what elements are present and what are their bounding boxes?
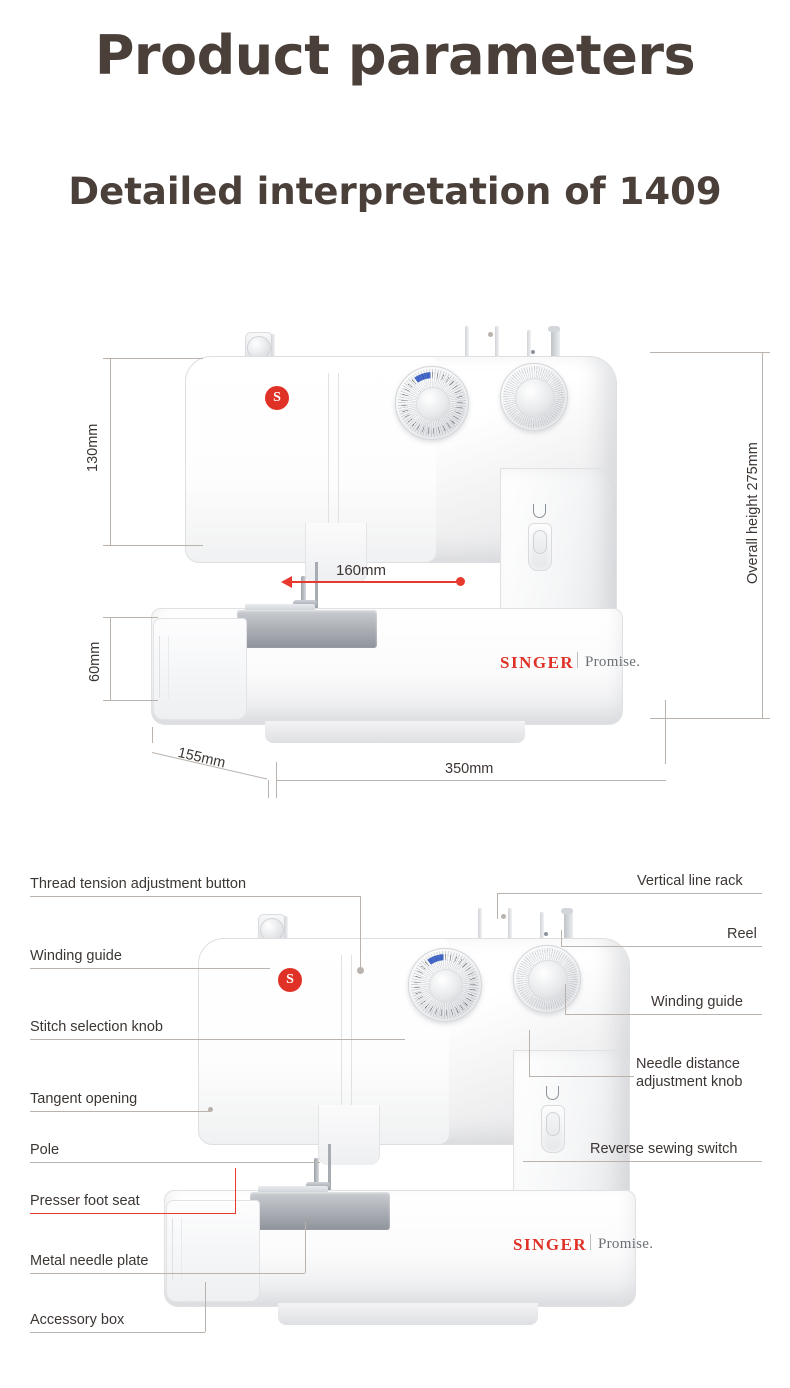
arm-seam-2 [338, 373, 339, 548]
page-title: Product parameters [94, 24, 696, 87]
callout-line-accessory-box-v [205, 1282, 206, 1332]
guide-155-tick-right [268, 780, 269, 798]
callout-diagram-machine [158, 900, 678, 1370]
arm-seam-1 [341, 955, 342, 1130]
vertical-line-rack-marker [488, 332, 493, 337]
page-subtitle: Detailed interpretation of 1409 [68, 170, 722, 213]
arm-seam-2 [351, 955, 352, 1130]
reverse-switch-slot [546, 1112, 560, 1136]
callout-needle-distance-adjustment-knob [636, 1055, 742, 1091]
stitch-selection-knob[interactable] [408, 948, 482, 1022]
callout-line-pole [30, 1162, 320, 1163]
callout-stitch-selection-knob: Stitch selection knob [30, 1019, 163, 1035]
callout-line-thread-tension-v [360, 896, 361, 970]
guide-350-line [276, 780, 666, 781]
callout-vertical-line-rack: Vertical line rack [637, 873, 743, 889]
singer-badge: S [278, 968, 302, 992]
guide-60-bar [110, 617, 111, 700]
callout-line-reel [561, 946, 762, 947]
guide-160-anchor [456, 577, 465, 586]
guide-60-bottom [103, 700, 158, 701]
dimension-155mm: 155mm [176, 744, 227, 772]
callout-thread-tension-adjustment-button: Thread tension adjustment button [30, 876, 247, 892]
guide-130-bottom [103, 545, 203, 546]
reverse-sewing-symbol-icon [546, 1086, 559, 1100]
guide-130-top [103, 358, 203, 359]
accessory-box-lip [159, 636, 169, 698]
reverse-switch-slot [533, 530, 547, 554]
callout-line-vertical-line-rack [497, 893, 762, 894]
logo-singer: SINGER [500, 653, 575, 672]
callout-needle-distance-line1: Needle distance [636, 1056, 740, 1072]
guide-overall-top [650, 352, 770, 353]
callout-line-accessory-box [30, 1332, 205, 1333]
callout-line-presser-foot-v [235, 1168, 236, 1214]
metal-needle-plate [250, 1192, 390, 1230]
presser-bar [301, 576, 306, 602]
dimension-overall-height: Overall height 275mm [745, 442, 761, 584]
knob-index-mark [544, 932, 548, 936]
logo-promise: Promise. [585, 654, 641, 670]
callout-line-vertical-line-rack-v [497, 893, 498, 919]
callout-line-needle-distance-v [529, 1030, 530, 1076]
guide-overall-bottom [650, 718, 770, 719]
callout-line-winding-guide-right-v [565, 984, 566, 1014]
spool-pin-2 [508, 908, 512, 942]
callout-metal-needle-plate: Metal needle plate [30, 1253, 149, 1269]
callout-line-winding-guide-left [30, 968, 270, 969]
callout-line-metal-needle-plate-v [305, 1222, 306, 1273]
guide-60-top [103, 617, 158, 618]
machine-base-foot [265, 721, 525, 743]
callout-reverse-sewing-switch: Reverse sewing switch [590, 1141, 738, 1157]
callout-line-stitch-selection [30, 1039, 405, 1040]
machine-base-foot [278, 1303, 538, 1325]
callout-reel: Reel [727, 926, 757, 942]
callout-line-winding-guide-right [565, 1014, 762, 1015]
guide-overall-bar [762, 352, 763, 718]
guide-160-arrow [281, 576, 292, 588]
spool-pin-2 [495, 326, 499, 360]
guide-350-right-ext [665, 700, 666, 730]
logo-divider [577, 652, 578, 668]
callout-line-thread-tension-h [30, 896, 360, 897]
callout-pole: Pole [30, 1142, 60, 1158]
guide-160-line [290, 581, 460, 583]
callout-presser-foot-seat: Presser foot seat [30, 1193, 140, 1209]
dimension-diagram-machine [145, 318, 665, 788]
callout-tangent-opening: Tangent opening [30, 1091, 138, 1107]
arm-seam-1 [328, 373, 329, 548]
spool-pin-1 [478, 908, 482, 942]
callout-line-presser-foot-h [30, 1213, 235, 1214]
knob-index-mark [531, 350, 535, 354]
spool-pin-1 [465, 326, 469, 360]
needle-distance-adjustment-knob[interactable] [513, 945, 581, 1013]
reel-cap [561, 908, 573, 914]
knob-hub [429, 969, 463, 1003]
dimension-130mm: 130mm [85, 423, 101, 473]
knob-hub [416, 387, 450, 421]
reel-cap [548, 326, 560, 332]
callout-line-reel-v [561, 930, 562, 946]
callout-anchor-tangent-opening [208, 1107, 213, 1112]
dimension-160mm: 160mm [336, 562, 387, 579]
callout-line-reverse-sewing-switch [523, 1161, 762, 1162]
knob-hub [528, 960, 568, 1000]
vertical-line-rack-marker [501, 914, 506, 919]
knob-hub [515, 378, 555, 418]
guide-155-tick-left [152, 727, 153, 743]
callout-needle-distance-line2: adjustment knob [636, 1074, 743, 1091]
callout-accessory-box: Accessory box [30, 1312, 125, 1328]
logo-divider [590, 1234, 591, 1250]
metal-needle-plate [237, 610, 377, 648]
stitch-selection-knob[interactable] [395, 366, 469, 440]
callout-anchor-thread-tension [357, 967, 364, 974]
singer-badge: S [265, 386, 289, 410]
accessory-box-lip [172, 1218, 182, 1280]
logo-promise: Promise. [598, 1236, 654, 1252]
needle-distance-adjustment-knob[interactable] [500, 363, 568, 431]
callout-line-tangent-opening [30, 1111, 211, 1112]
logo-singer: SINGER [513, 1235, 588, 1254]
callout-winding-guide-right: Winding guide [651, 994, 743, 1010]
guide-130-bar [110, 358, 111, 545]
callout-line-needle-distance [529, 1076, 634, 1077]
dimension-350mm: 350mm [445, 761, 494, 777]
reverse-sewing-symbol-icon [533, 504, 546, 518]
dimension-60mm: 60mm [87, 641, 103, 683]
guide-350-tick-right [665, 728, 666, 764]
callout-winding-guide-left: Winding guide [30, 948, 122, 964]
callout-line-metal-needle-plate [30, 1273, 305, 1274]
